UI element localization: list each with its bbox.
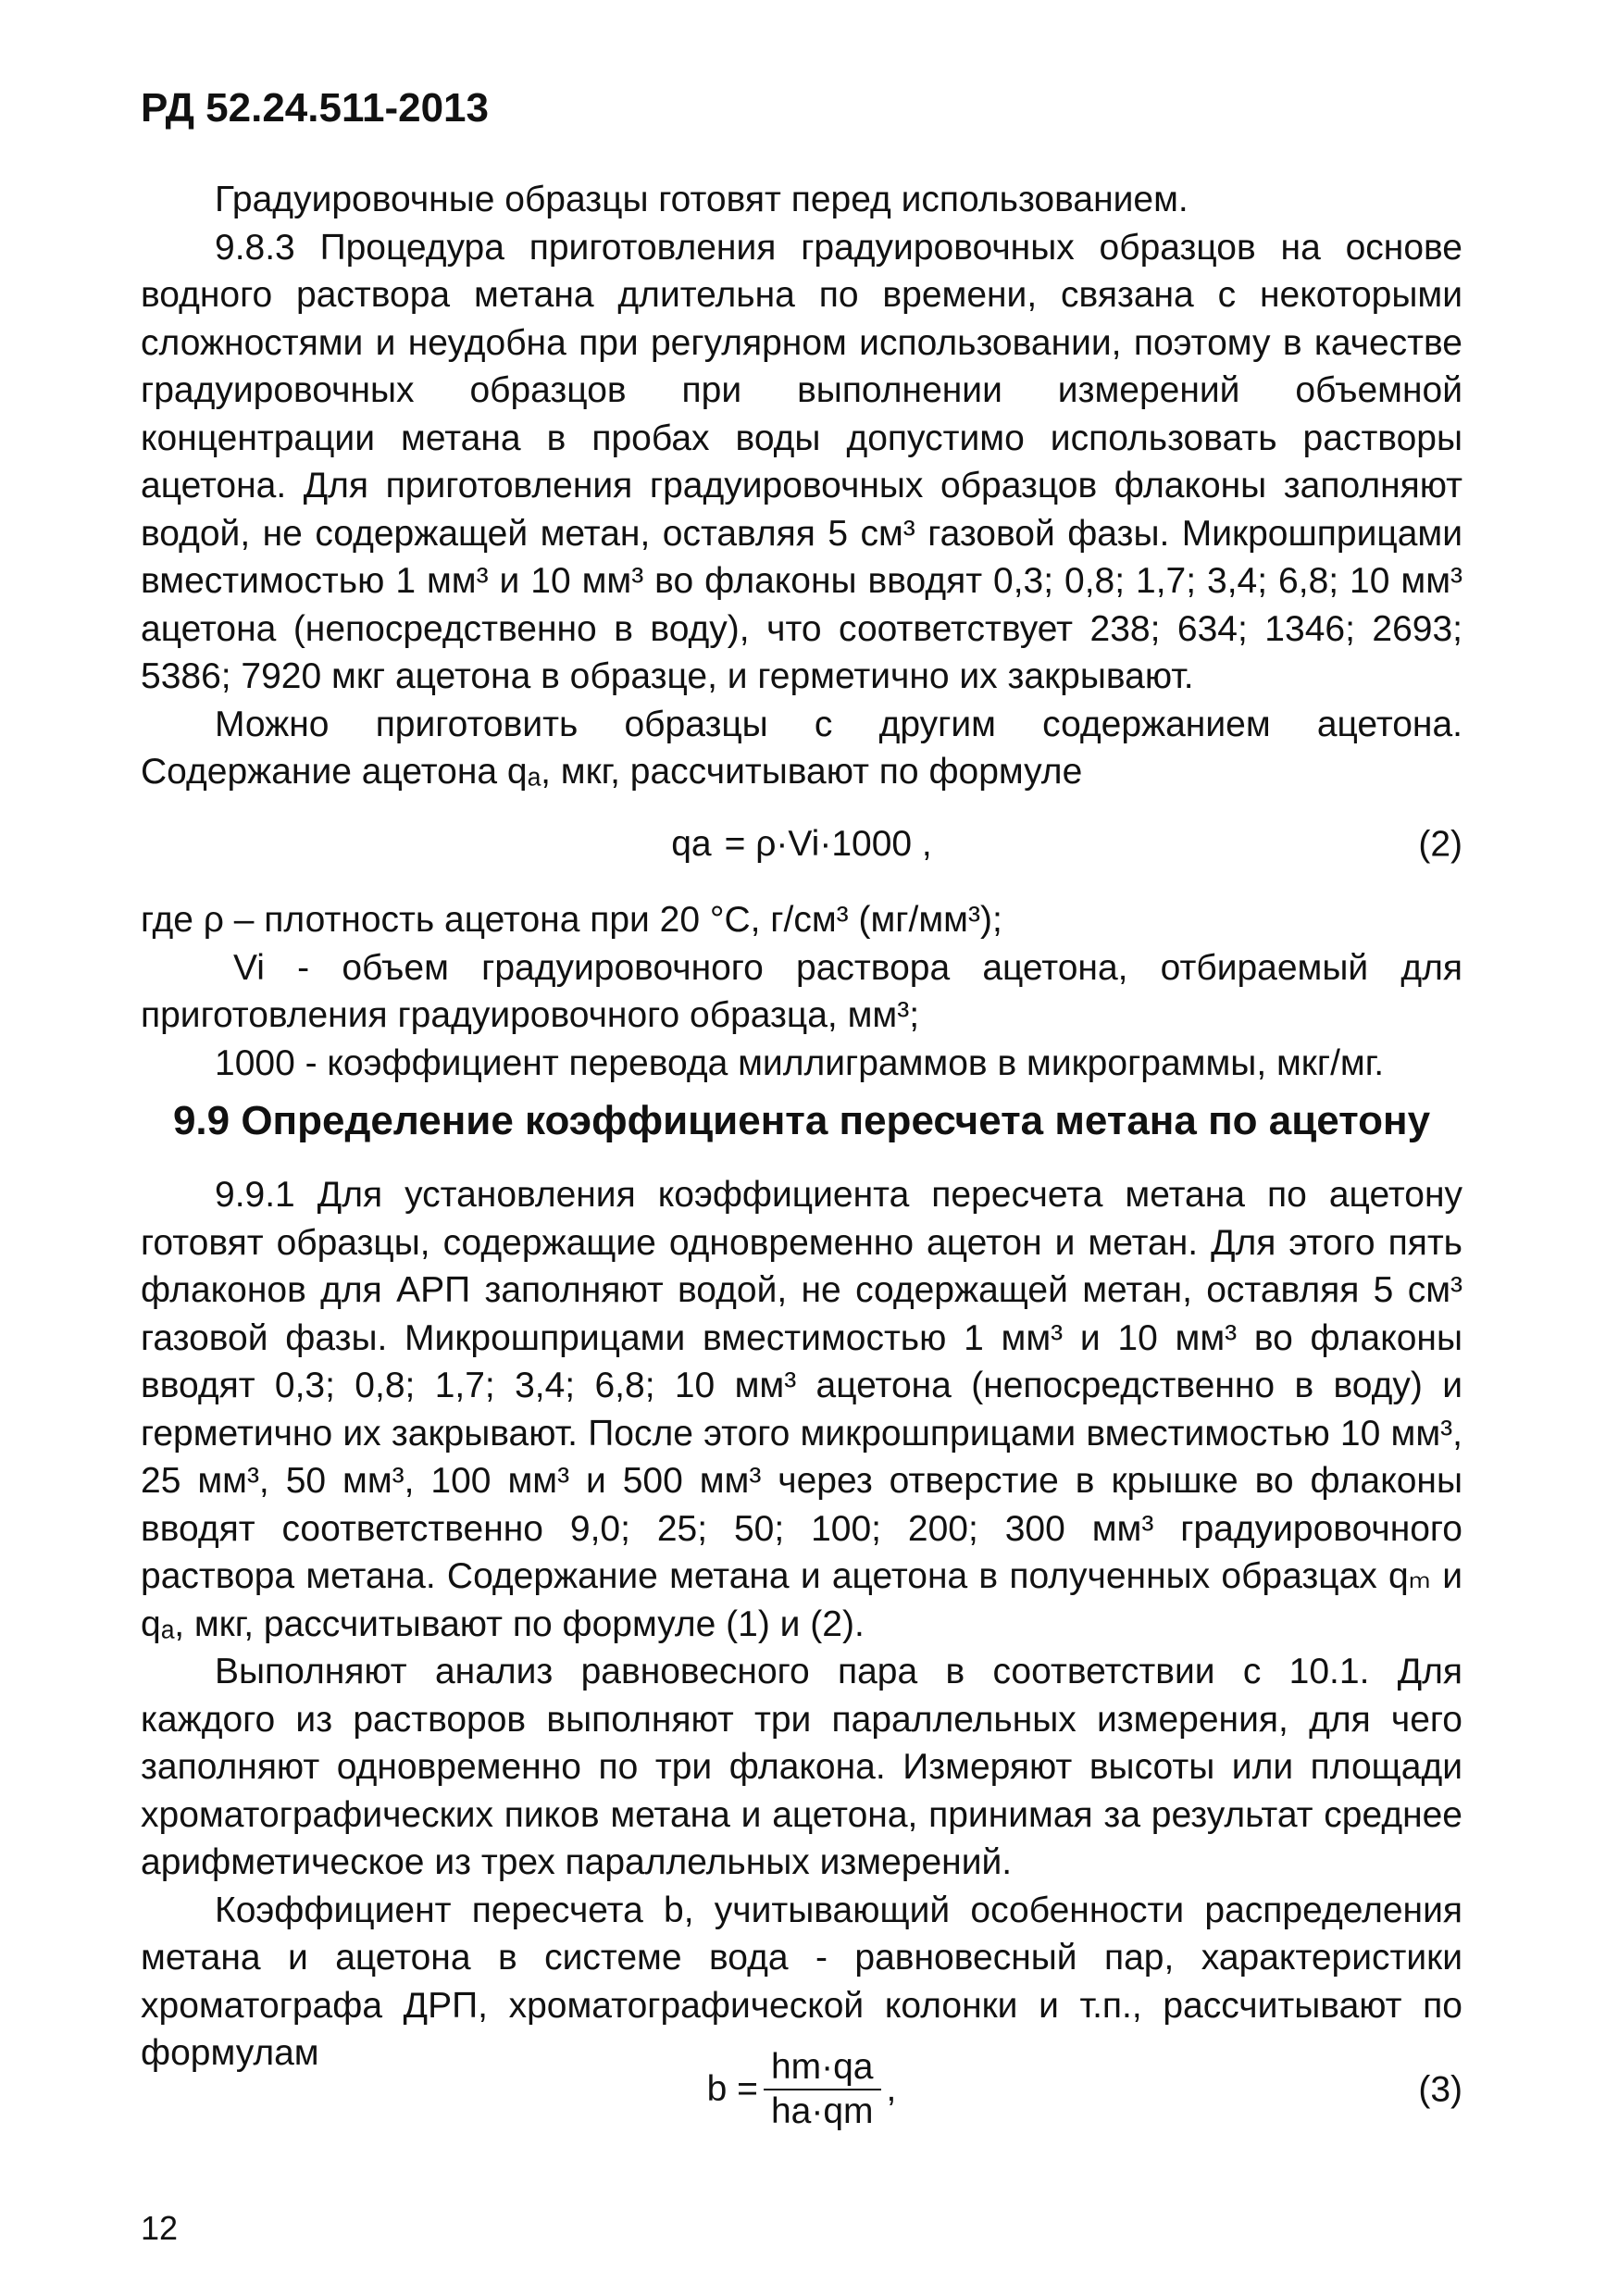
document-code: РД 52.24.511-2013 (141, 85, 489, 131)
section-heading: 9.9 Определение коэффициента пересчета метана по ацетону (172, 1098, 1431, 1143)
section-paragraph-3: Коэффициент пересчета b, учитывающий особенности распределения метана и ацетона в системе вода - равновесный пар, характеристики хроматографа ДРП, хроматографической колонки и т.п., рассчитывают по формулам (141, 1890, 1462, 2073)
eq3-lhs: b = (706, 2069, 758, 2110)
eq2-formula: = ρ·Vi·1000 , (724, 824, 932, 864)
section-paragraph-1: 9.9.1 Для установления коэффициента пересчета метана по ацетону готовят образцы, содержащие одновременно ацетон и метан. Для этого пять флаконов для АРП заполняют водой, не содержащей метан, оставляя 5 см³ газовой фазы. Микрошприцами вместимостью 1 мм³ и 10 мм³ во флаконы вводят 0,3; 0,8; 1,7; 3,4; 6,8; 10 мм³ ацетона (непосредственно в воду) и герметично их закрывают. После этого микрошприцами вместимостью 10 мм³, 25 мм³, 50 мм³, 100 мм³ и 500 мм³ через отверстие в крышке во флаконы вводят соответственно 9,0; 25; 50; 100; 200; 300 мм³ градуировочного раствора метана. Содержание метана и ацетона в полученных образцах qₘ и qₐ, мкг, рассчитывают по формуле (1) и (2). (141, 1175, 1462, 1644)
equation-2 (141, 820, 1462, 868)
where-block (141, 896, 1462, 1087)
section-heading-block (141, 1097, 1462, 1145)
eq2-number: (2) (1418, 824, 1462, 864)
paragraph-2: 9.8.3 Процедура приготовления градуировочных образцов на основе водного раствора метана длительна по времени, связана с некоторыми сложностями и неудобна при регулярном использовании, поэтому в качестве градуировочных образцов при выполнении измерений объемной концентрации метана в пробах воды допустимо использовать растворы ацетона. Для приготовления градуировочных образцов флаконы заполняют водой, не содержащей метан, оставляя 5 см³ газовой фазы. Микрошприцами вместимостью 1 мм³ и 10 мм³ во флаконы вводят 0,3; 0,8; 1,7; 3,4; 6,8; 10 мм³ ацетона (непосредственно в воду), что соответствует 238; 634; 1346; 2693; 5386; 7920 мкг ацетона в образце, и герметично их закрывают. (141, 227, 1462, 696)
eq3-comma: , (886, 2069, 897, 2110)
paragraph-1: Градуировочные образцы готовят перед использованием. (215, 180, 1189, 219)
body-top (141, 176, 1462, 796)
body-section (141, 1171, 1462, 2078)
paragraph-3: Можно приготовить образцы с другим содержанием ацетона. Содержание ацетона qₐ, мкг, рассчитывают по формуле (141, 704, 1462, 792)
eq3-fraction (764, 2046, 881, 2133)
where-rho: где ρ – плотность ацетона при 20 °С, г/см³ (мг/мм³); (141, 900, 1002, 940)
eq3-denominator: ha·qm (770, 2091, 874, 2131)
section-paragraph-2: Выполняют анализ равновесного пара в соответствии с 10.1. Для каждого из растворов выполняют три параллельных измерения, для чего заполняют одновременно по три флакона. Измеряют высоты или площади хроматографических пиков метана и ацетона, принимая за результат среднее арифметическое из трех параллельных измерений. (141, 1652, 1462, 1882)
eq3-number: (3) (1418, 2069, 1462, 2110)
where-vi: Vi - объем градуировочного раствора ацетона, отбираемый для приготовления градуировочного образца, мм³; (141, 947, 1462, 1035)
equation-3 (141, 2046, 1462, 2133)
where-1000: 1000 - коэффициент перевода миллиграммов в микрограммы, мкг/мг. (215, 1042, 1385, 1083)
eq3-numerator: hm·qa (764, 2046, 881, 2090)
page-number: 12 (141, 2209, 179, 2247)
eq2-lhs: qa (671, 824, 712, 864)
